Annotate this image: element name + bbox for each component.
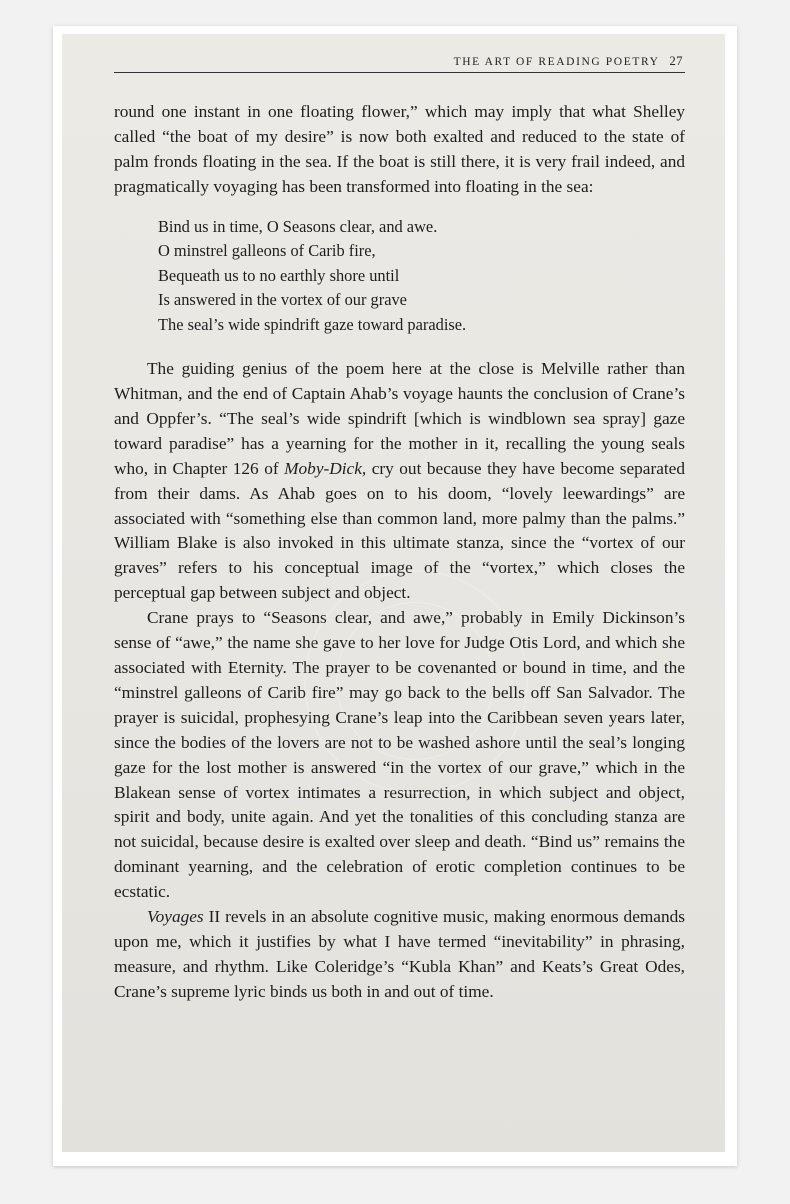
paragraph-3: Crane prays to “Seasons clear, and awe,” probably in Emily Dickinson’s sense of “awe,” the name she gave to her love for Judge Otis Lord, and which she associated with Eternity. The prayer to be covenanted or bound in time, and the “minstrel galleons of Carib fire” may go back to the bells off San Salvador. The prayer is suicidal, prophesying Crane’s leap into the Caribbean seven years later, since the bodies of the lovers are not to be washed ashore until the seal’s longing gaze for the lost mother is answered “in the vortex of our grave,” which in the Blakean sense of vortex intimates a resurrection, in which subject and object, spirit and body, unite again. And yet the tonalities of this concluding stanza are not suicidal, because desire is exalted over sleep and death. “Bind us” remains the dominant yearning, and the celebration of erotic completion continues to be ecstatic. [114,608,685,902]
paragraph-4-text: II revels in an absolute cognitive music, making enormous demands upon me, which it justifies by what I have termed “inevitability” in phrasing, measure, and rhythm. Like Coleridge’s “Kubla Khan” and Keats’s Great Odes, Crane’s supreme lyric binds us both in and out of time. [114,907,685,1001]
running-head [62,54,683,69]
verse-line: The seal’s wide spindrift gaze toward paradise. [158,314,467,334]
paragraph-4 [114,905,685,1005]
page-number: 27 [669,54,683,68]
paragraph-2 [114,357,685,606]
paragraph-2-part-b: cry out because they have become separated from their dams. As Ahab goes on to his doom, “lovely leewardings” are associated with “something else than common land, more palmy than the palms.” William Blake is also invoked in this ultimate stanza, since the “vortex of our graves” refers to his conceptual image of the “vortex,” which closes the perceptual gap between subject and object. [114,458,685,603]
book-title-italic: Moby-Dick, [284,458,367,478]
verse-block [158,215,685,338]
paragraph-2-part-a: The guiding genius of the poem here at the close is Melville rather than Whitman, and the end of Captain Ahab’s voyage haunts the conclusion of Crane’s and Oppfer’s. “The seal’s wide spindrift [which is windblown sea spray] gaze toward paradise” has a yearning for the mother in it, recalling the young seals who, in Chapter 126 of [114,359,685,478]
paragraph-1: round one instant in one floating flower,” which may imply that what Shelley called “the boat of my desire” is now both exalted and reduced to the state of palm fronds floating in the sea. If the boat is still there, it is very frail indeed, and pragmatically voyaging has been transformed into floating in the sea: [114,102,685,196]
running-head-title: THE ART OF READING POETRY [453,56,660,68]
verse-line: Bind us in time, O Seasons clear, and awe. [158,216,438,236]
verse-line: O minstrel galleons of Carib fire, [158,241,376,261]
book-page [62,34,725,1152]
verse-line: Is answered in the vortex of our grave [158,290,407,310]
verse-line: Bequeath us to no earthly shore until [158,265,400,285]
body-text [114,100,685,1005]
poem-title-italic: Voyages [147,907,204,927]
header-rule [114,72,685,73]
